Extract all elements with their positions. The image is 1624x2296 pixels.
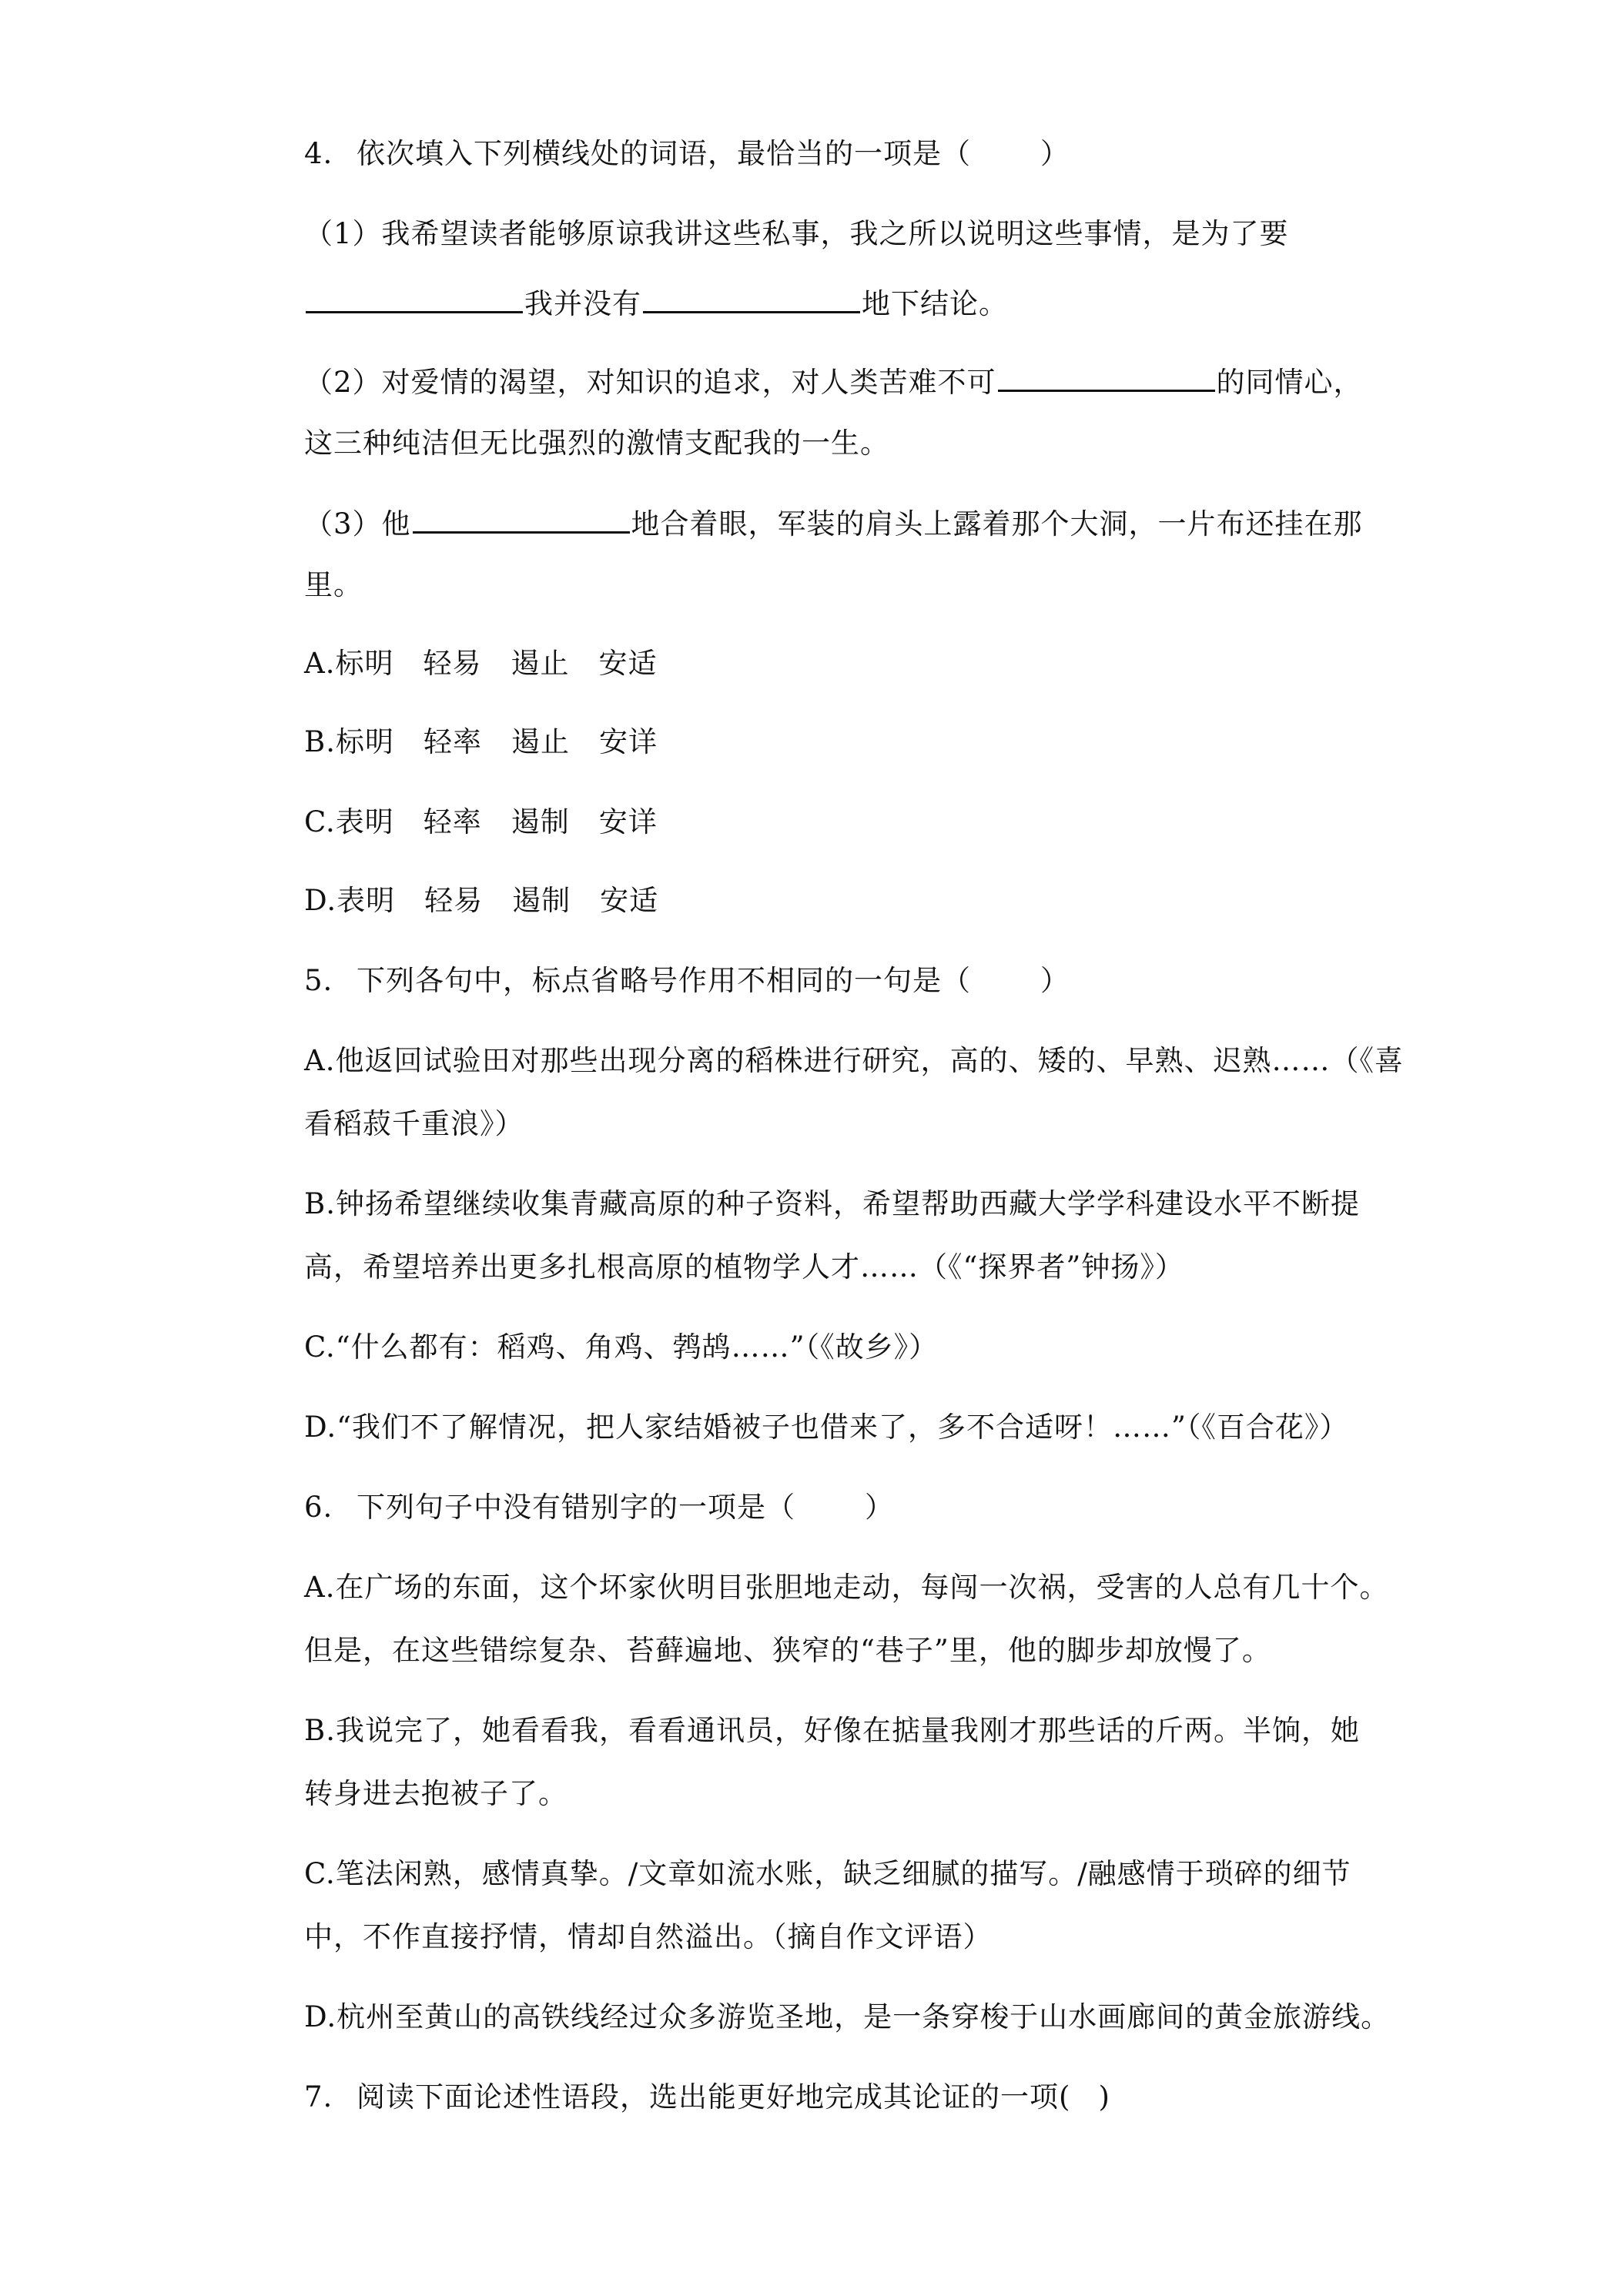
question-text: 下列句子中没有错别字的一项是（: [357, 1491, 795, 1524]
fill-blank[interactable]: [413, 504, 630, 534]
option-word: 安详: [598, 725, 658, 758]
question-4-option-a[interactable]: [304, 645, 1413, 682]
option-text: D.“我们不了解情况，把人家结婚被子也借来了，多不合适呀！……”（《百合花》）: [304, 1411, 1349, 1444]
question-6-option-b-line-2[interactable]: [304, 1776, 1413, 1812]
option-text: 高，希望培养出更多扎根高原的植物学人才……（《“探界者”钟扬》）: [304, 1250, 1184, 1284]
fill-blank[interactable]: [643, 283, 860, 313]
question-4-sentence-1-line-2: [304, 283, 1413, 320]
option-letter: D.: [304, 884, 337, 917]
option-text: C.“什么都有：稻鸡、角鸡、鹁鸪……”（《故乡》）: [304, 1330, 939, 1364]
question-6-stem: [304, 1489, 1413, 1526]
sentence-text: 的同情心，: [1216, 366, 1363, 399]
question-number: 5.: [304, 964, 333, 997]
option-letter: B.: [304, 725, 336, 758]
option-word: 标明: [335, 725, 394, 758]
sentence-text: 这三种纯洁但无比强烈的激情支配我的一生。: [304, 427, 889, 460]
option-word: 遏制: [512, 884, 571, 917]
fill-blank[interactable]: [306, 283, 523, 313]
question-6-option-b-line-1[interactable]: [304, 1712, 1413, 1749]
option-word: 轻易: [424, 884, 484, 917]
sentence-text: 地合着眼，军装的肩头上露着那个大洞，一片布还挂在那: [631, 507, 1363, 541]
question-4-stem: [304, 136, 1413, 172]
question-4-option-d[interactable]: [304, 882, 1413, 919]
option-word: 遏制: [511, 805, 570, 838]
question-4-sentence-2-line-1: [304, 362, 1413, 399]
question-paren-close: ）: [1040, 964, 1070, 997]
question-5-option-b-line-2[interactable]: [304, 1249, 1413, 1286]
option-text: 转身进去抱被子了。: [304, 1777, 568, 1810]
question-6-option-a-line-2[interactable]: [304, 1632, 1413, 1669]
option-text: 看稻菽千重浪》）: [304, 1107, 524, 1140]
sentence-text: 里。: [304, 568, 363, 601]
question-6-option-d[interactable]: [304, 1999, 1413, 2036]
option-letter: C.: [304, 805, 336, 838]
option-text: D.杭州至黄山的高铁线经过众多游览圣地，是一条穿梭于山水画廊间的黄金旅游线。: [304, 2000, 1391, 2033]
question-5-stem: [304, 962, 1413, 999]
option-letter: A.: [304, 647, 336, 680]
question-5-option-a-line-1[interactable]: [304, 1043, 1413, 1079]
question-5-option-c[interactable]: [304, 1329, 1413, 1366]
question-4-option-b[interactable]: [304, 724, 1413, 761]
question-6-option-a-line-1[interactable]: [304, 1569, 1413, 1606]
question-5-option-d[interactable]: [304, 1409, 1413, 1446]
option-word: 遏止: [511, 647, 570, 680]
question-text: 依次填入下列横线处的词语，最恰当的一项是（: [357, 137, 971, 170]
option-text: A.他返回试验田对那些出现分离的稻株进行研究，高的、矮的、早熟、迟熟……（《喜: [304, 1044, 1404, 1077]
question-6-option-c-line-1[interactable]: [304, 1856, 1413, 1893]
question-paren-close: ）: [1040, 137, 1070, 170]
option-word: 安适: [600, 884, 659, 917]
sentence-text: （1）我希望读者能够原谅我讲这些私事，我之所以说明这些事情，是为了要: [304, 217, 1289, 250]
option-word: 标明: [335, 647, 394, 680]
option-word: 表明: [335, 805, 394, 838]
question-text: 阅读下面论述性语段，选出能更好地完成其论证的一项(: [357, 2080, 1071, 2114]
sentence-text: 我并没有: [524, 287, 641, 320]
option-word: 安适: [598, 647, 658, 680]
question-paren-close: ): [1098, 2080, 1110, 2114]
question-paren-close: ）: [865, 1491, 894, 1524]
question-6-option-c-line-2[interactable]: [304, 1919, 1413, 1956]
option-word: 表明: [337, 884, 396, 917]
question-number: 6.: [304, 1491, 333, 1524]
question-5-option-a-line-2[interactable]: [304, 1106, 1413, 1143]
option-text: B.钟扬希望继续收集青藏高原的种子资料，希望帮助西藏大学学科建设水平不断提: [304, 1187, 1360, 1220]
option-word: 轻率: [423, 725, 482, 758]
fill-blank[interactable]: [998, 362, 1215, 392]
sentence-text: （2）对爱情的渴望，对知识的追求，对人类苦难不可: [304, 366, 996, 399]
option-text: 中，不作直接抒情，情却自然溢出。（摘自作文评语）: [304, 1920, 993, 1953]
question-4-sentence-3-line-2: [304, 567, 1413, 604]
option-word: 安详: [598, 805, 658, 838]
question-text: 下列各句中，标点省略号作用不相同的一句是（: [357, 964, 971, 997]
option-text: 但是，在这些错综复杂、苔藓遍地、狭窄的“巷子”里，他的脚步却放慢了。: [304, 1634, 1271, 1667]
option-text: A.在广场的东面，这个坏家伙明目张胆地走动，每闯一次祸，受害的人总有几十个。: [304, 1571, 1389, 1604]
option-text: C.笔法闲熟，感情真挚。/文章如流水账，缺乏细腻的描写。/融感情于琐碎的细节: [304, 1857, 1351, 1890]
sentence-text: 地下结论。: [862, 287, 1008, 320]
option-word: 遏止: [511, 725, 570, 758]
sentence-text: （3）他: [304, 507, 411, 541]
option-text: B.我说完了，她看看我，看看通讯员，好像在掂量我刚才那些话的斤两。半饷，她: [304, 1714, 1360, 1747]
question-4-option-c[interactable]: [304, 804, 1413, 841]
question-4-sentence-2-line-2: [304, 425, 1413, 462]
question-number: 4.: [304, 137, 333, 170]
option-word: 轻率: [423, 805, 482, 838]
question-4-sentence-3-line-1: [304, 504, 1413, 541]
option-word: 轻易: [423, 647, 482, 680]
question-number: 7.: [304, 2080, 333, 2114]
question-4-sentence-1-line-1: [304, 216, 1413, 253]
question-5-option-b-line-1[interactable]: [304, 1186, 1413, 1223]
question-7-stem: [304, 2079, 1413, 2116]
